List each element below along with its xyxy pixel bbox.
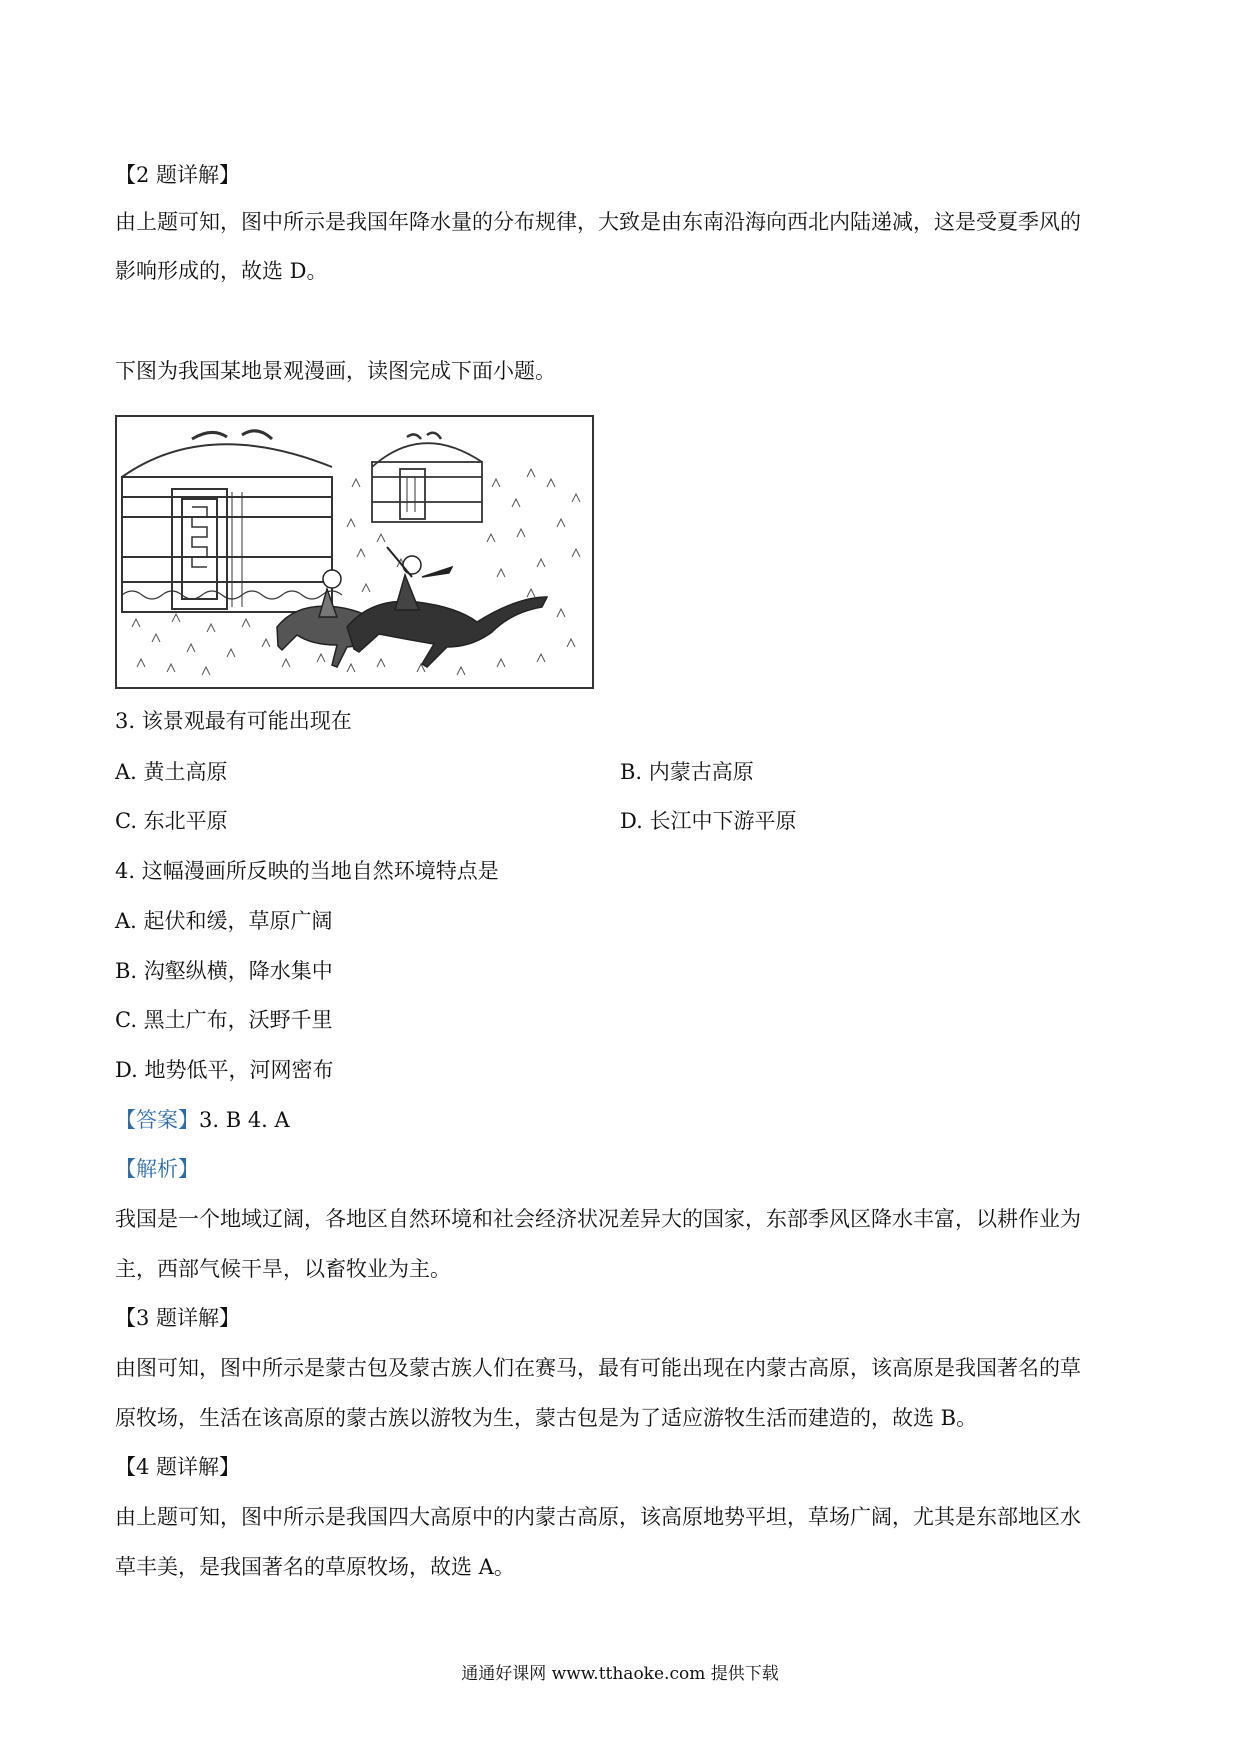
detail4-paragraph-line-2: 草丰美，是我国著名的草原牧场，故选 A。 (115, 1555, 515, 1579)
question-4-stem: 4. 这幅漫画所反映的当地自然环境特点是 (115, 859, 499, 883)
page-footer: 通通好课网 www.tthaoke.com 提供下载 (461, 1664, 779, 1684)
question-3-option-d: D. 长江中下游平原 (620, 809, 797, 833)
detail3-paragraph-line-2: 原牧场，生活在该高原的蒙古族以游牧为生，蒙古包是为了适应游牧生活而建造的，故选 B。 (115, 1406, 978, 1430)
question-3-option-a: A. 黄土高原 (115, 760, 228, 784)
question-3-option-c: C. 东北平原 (115, 809, 228, 833)
analysis-paragraph-line-2: 主，西部气候干旱，以畜牧业为主。 (115, 1257, 451, 1281)
detail3-heading: 【3 题详解】 (115, 1306, 241, 1330)
horse-riders (277, 547, 547, 667)
question-3-option-b: B. 内蒙古高原 (620, 760, 754, 784)
detail4-paragraph-line-1: 由上题可知，图中所示是我国四大高原中的内蒙古高原，该高原地势平坦，草场广阔，尤其是东部地区水 (115, 1505, 1081, 1529)
question-4-option-b: B. 沟壑纵横，降水集中 (115, 959, 333, 983)
question-4-option-c: C. 黑土广布，沃野千里 (115, 1008, 333, 1032)
question-intro: 下图为我国某地景观漫画，读图完成下面小题。 (115, 359, 556, 383)
detail2-paragraph-line-2: 影响形成的，故选 D。 (115, 259, 328, 283)
analysis-paragraph-line-1: 我国是一个地域辽阔，各地区自然环境和社会经济状况差异大的国家，东部季风区降水丰富，以耕作业为 (115, 1207, 1081, 1231)
detail2-heading: 【2 题详解】 (115, 163, 241, 187)
detail2-paragraph-line-1: 由上题可知，图中所示是我国年降水量的分布规律，大致是由东南沿海向西北内陆递减，这是受夏季风的 (115, 210, 1081, 234)
large-yurt (122, 431, 342, 612)
detail4-heading: 【4 题详解】 (115, 1455, 241, 1479)
answer-text: 3. B 4. A (199, 1108, 290, 1132)
landscape-cartoon-figure (115, 415, 594, 689)
detail3-paragraph-line-1: 由图可知，图中所示是蒙古包及蒙古族人们在赛马，最有可能出现在内蒙古高原，该高原是我国著名的草 (115, 1356, 1081, 1380)
analysis-label: 【解析】 (115, 1157, 199, 1181)
answer-line (115, 1105, 290, 1135)
answer-label: 【答案】 (115, 1108, 199, 1132)
question-4-option-a: A. 起伏和缓，草原广阔 (115, 909, 333, 933)
question-3-stem: 3. 该景观最有可能出现在 (115, 709, 352, 733)
small-yurt (372, 433, 482, 522)
question-4-option-d: D. 地势低平，河网密布 (115, 1058, 334, 1082)
yurt-horse-race-illustration (117, 417, 592, 687)
